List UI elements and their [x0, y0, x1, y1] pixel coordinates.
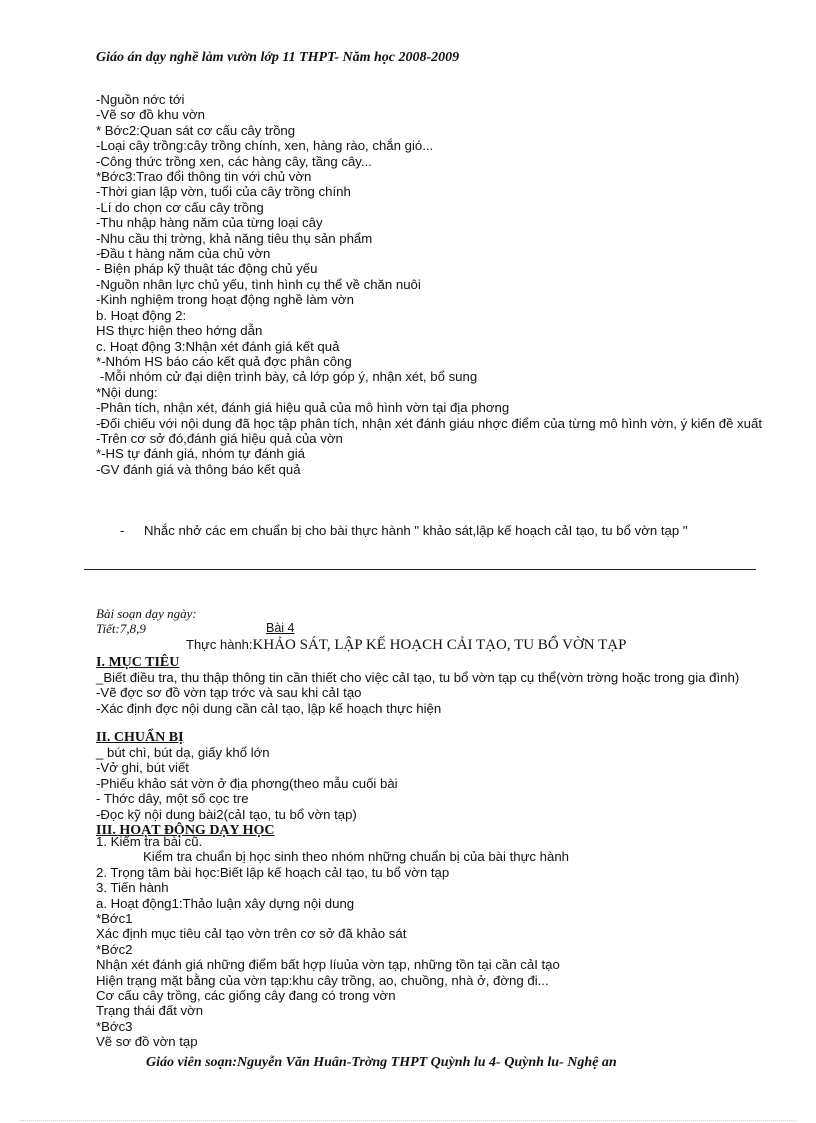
text-line: *Bớc3: [96, 1018, 133, 1034]
text-line: b. Hoạt động 2:: [96, 307, 187, 323]
text-line: -Vở ghi, bút viết: [96, 760, 189, 776]
text-line: HS thực hiện theo hớng dẫn: [96, 323, 263, 339]
page-footer: Giáo viên soạn:Nguyễn Văn Huân-Trờng THPT Quỳnh lu 4- Quỳnh lu- Nghệ an: [146, 1055, 617, 1070]
text-line: *-Nhóm HS báo cáo kết quả đợc phân công: [96, 353, 352, 369]
text-line: -Lí do chọn cơ cấu cây trồng: [96, 199, 264, 215]
objectives-section: [96, 655, 766, 716]
reminder-text: Nhắc nhở các em chuẩn bị cho bài thực hành " khảo sát,lập kế hoạch cảI tạo, tu bổ vờn tạp ": [144, 523, 688, 538]
preparation-section: [96, 730, 766, 822]
lesson-meta: [96, 606, 766, 636]
text-line: -Kinh nghiệm trong hoạt động nghề làm vờn: [96, 292, 354, 308]
text-line: -Phân tích, nhận xét, đánh giá hiệu quả của mô hình vờn tại địa phơng: [96, 400, 510, 416]
text-line: 2. Trọng tâm bài học:Biết lập kế hoạch cảI tạo, tu bổ vờn tạp: [96, 864, 450, 880]
text-line: 3. Tiến hành: [96, 880, 169, 896]
text-line: -GV đánh giá và thông báo kết quả: [96, 461, 301, 477]
text-line: *Bớc1: [96, 911, 133, 927]
text-line: *Bớc2: [96, 941, 133, 957]
text-line: - Biện pháp kỹ thuật tác động chủ yếu: [96, 261, 318, 277]
activities-heading: III. HOẠT ĐỘNG DẠY HỌC: [96, 823, 275, 838]
text-line: -Vẽ đợc sơ đồ vờn tạp trớc và sau khi cảI tạo: [96, 685, 362, 701]
text-line: Nhận xét đánh giá những điểm bất hợp líuủa vờn tạp, những tồn tại cần cảI tạo: [96, 957, 560, 973]
text-line: Cơ cấu cây trồng, các giống cây đang có trong vờn: [96, 988, 396, 1004]
text-line: _ bút chì, bút dạ, giấy khổ lớn: [96, 745, 270, 760]
text-line: * Bớc2:Quan sát cơ cấu cây trồng: [96, 122, 296, 138]
text-line: -Thu nhập hàng năm của từng loại cây: [96, 215, 323, 231]
text-line: a. Hoạt động1:Thảo luận xây dựng nội dung: [96, 895, 355, 911]
text-line: Trạng thái đất vờn: [96, 1003, 204, 1019]
text-line: -Nguồn nhân lực chủ yếu, tình hình cụ thể về chăn nuôi: [96, 276, 421, 292]
text-line: Kiểm tra chuẩn bị học sinh theo nhóm những chuẩn bị của bài thực hành: [143, 849, 570, 865]
preparation-heading: II. CHUẨN BỊ: [96, 730, 184, 745]
activity-notes: [96, 92, 766, 477]
text-line: -Loại cây trồng:cây trồng chính, xen, hàng rào, chắn gió...: [96, 138, 434, 154]
text-line: Vẽ sơ đồ vờn tạp: [96, 1034, 198, 1050]
text-line: *Bớc3:Trao đổi thông tin với chủ vờn: [96, 169, 312, 185]
periods: Tiết:7,8,9: [96, 621, 146, 636]
lesson-title: [186, 637, 626, 654]
text-line: - Thớc dây, một số cọc tre: [96, 791, 249, 807]
text-line: -Nguồn nớc tới: [96, 92, 185, 107]
text-line: Xác định mục tiêu cảI tạo vờn trên cơ sở đã khảo sát: [96, 926, 407, 942]
text-line: -Đối chiếu với nội dung đã học tập phân tích, nhận xét đánh giáu nhợc điểm của từng mô hình vờn, ý kiến đề xuất: [96, 415, 762, 431]
activities-section: [96, 823, 766, 1050]
text-line: Hiện trạng mặt bằng của vờn tạp:khu cây trồng, ao, chuồng, nhà ở, đờng đi...: [96, 972, 549, 988]
lesson-number: Bài 4: [266, 621, 295, 635]
text-line: -Đầu t hàng năm của chủ vờn: [96, 246, 271, 262]
text-line: -Đọc kỹ nội dung bài2(cảI tạo, tu bổ vờn tạp): [96, 806, 357, 822]
page-edge: [20, 1120, 796, 1121]
practice-title-text: KHẢO SÁT, LẬP KẾ HOẠCH CẢI TẠO, TU BỔ VỜN TẠP: [252, 637, 627, 653]
text-line: c. Hoạt động 3:Nhận xét đánh giá kết quả: [96, 338, 340, 354]
bullet-dash: -: [120, 523, 125, 538]
text-line: *-HS tự đánh giá, nhóm tự đánh giá: [96, 446, 305, 462]
text-line: -Mỗi nhóm cử đại diện trình bày, cả lớp góp ý, nhận xét, bổ sung: [100, 369, 478, 385]
prep-date: Bài soạn dạy ngày:: [96, 606, 197, 621]
page-header: Giáo án dạy nghề làm vườn lớp 11 THPT- Năm học 2008-2009: [96, 50, 460, 65]
text-line: -Nhu cầu thị trờng, khả năng tiêu thụ sản phẩm: [96, 230, 373, 246]
practice-prefix: Thực hành:: [186, 637, 253, 652]
objectives-heading: I. MỤC TIÊU: [96, 655, 180, 670]
text-line: -Trên cơ sở đó,đánh giá hiệu quả của vờn: [96, 430, 343, 446]
text-line: -Phiếu khảo sát vờn ở địa phơng(theo mẫu cuối bài: [96, 775, 398, 791]
text-line: _Biết điều tra, thu thập thông tin cần thiết cho việc cảI tạo, tu bổ vờn tạp cụ thể(vờn trờng hoặc trong gia đình): [96, 670, 740, 685]
text-line: -Thời gian lập vờn, tuổi của cây trồng chính: [96, 184, 351, 200]
section-divider: [84, 569, 756, 570]
text-line: -Công thức trồng xen, các hàng cây, tầng cây...: [96, 153, 372, 169]
reminder-note: [120, 523, 760, 539]
text-line: -Vẽ sơ đồ khu vờn: [96, 107, 205, 123]
text-line: 1. Kiểm tra bài cũ.: [96, 834, 203, 849]
text-line: -Xác định đợc nội dung cần cảI tạo, lập kế hoạch thực hiện: [96, 700, 442, 716]
text-line: *Nội dung:: [96, 384, 158, 400]
